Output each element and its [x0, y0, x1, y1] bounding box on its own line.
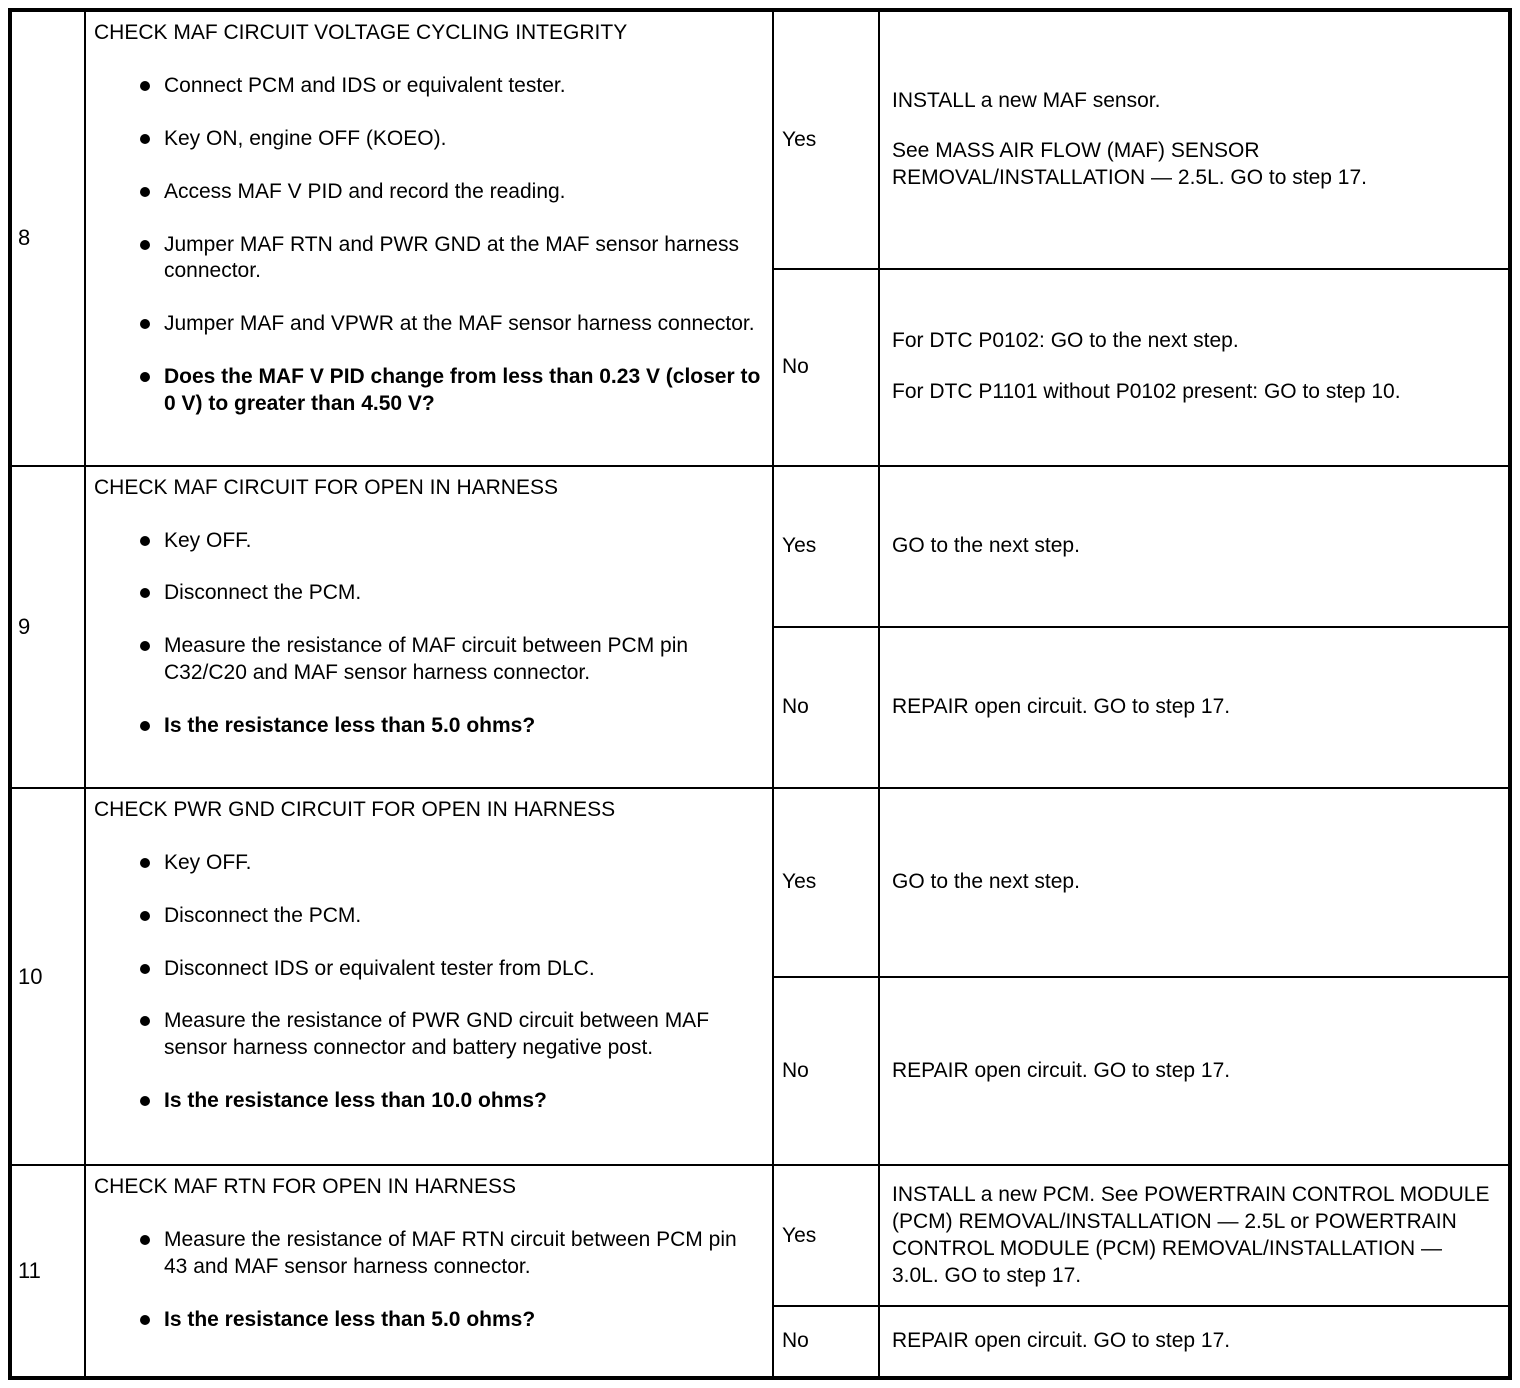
yes-action-cell	[880, 12, 1508, 268]
step-title: CHECK MAF CIRCUIT FOR OPEN IN HARNESS	[94, 475, 558, 499]
bullet-icon	[140, 240, 150, 250]
bullet-text: Jumper MAF RTN and PWR GND at the MAF sensor harness connector.	[164, 232, 739, 283]
table-row	[12, 465, 1508, 787]
yes-row	[774, 12, 1508, 268]
bullet-icon	[140, 1016, 150, 1026]
bullet-icon	[140, 187, 150, 197]
no-label: No	[782, 355, 809, 379]
no-row	[774, 626, 1508, 787]
yes-cell	[774, 12, 880, 268]
step-number-cell	[12, 467, 86, 787]
yes-label: Yes	[782, 870, 817, 894]
bullet-icon	[140, 134, 150, 144]
step-number: 8	[18, 225, 31, 251]
no-action-cell	[880, 628, 1508, 787]
question-text: Is the resistance less than 5.0 ohms?	[164, 1308, 536, 1332]
action-text: REPAIR open circuit. GO to step 17.	[892, 694, 1231, 718]
bullet-icon	[140, 319, 150, 329]
yes-label: Yes	[782, 1223, 817, 1247]
no-action-cell	[880, 270, 1508, 465]
bullet-icon	[140, 372, 150, 382]
bullet-icon	[140, 721, 150, 731]
bullet-text: Disconnect the PCM.	[164, 581, 362, 605]
action-text: REPAIR open circuit. GO to step 17.	[892, 1328, 1231, 1352]
question-item	[140, 364, 762, 418]
no-row	[774, 976, 1508, 1165]
list-item	[140, 126, 762, 153]
question-item	[140, 1307, 762, 1334]
yes-cell	[774, 789, 880, 976]
bullet-text: Key ON, engine OFF (KOEO).	[164, 126, 447, 150]
yes-label: Yes	[782, 534, 817, 558]
bullet-icon	[140, 588, 150, 598]
list-item	[140, 232, 762, 286]
yes-cell	[774, 1166, 880, 1304]
list-item	[140, 179, 762, 206]
list-item	[140, 580, 762, 607]
step-title: CHECK PWR GND CIRCUIT FOR OPEN IN HARNESS	[94, 797, 616, 821]
step-description-cell	[86, 467, 774, 787]
list-item	[140, 73, 762, 100]
step-description-cell	[86, 789, 774, 1165]
bullet-icon	[140, 536, 150, 546]
bullet-icon	[140, 911, 150, 921]
action-text: See MASS AIR FLOW (MAF) SENSOR REMOVAL/INSTALLATION — 2.5L. GO to step 17.	[892, 139, 1368, 190]
question-text: Is the resistance less than 10.0 ohms?	[164, 1089, 547, 1113]
no-label: No	[782, 1059, 809, 1083]
no-cell	[774, 1307, 880, 1376]
question-item	[140, 1088, 762, 1115]
action-text: GO to the next step.	[892, 869, 1080, 893]
bullet-icon	[140, 1315, 150, 1325]
list-item	[140, 311, 762, 338]
pinpoint-test-table	[8, 8, 1512, 1380]
bullet-icon	[140, 858, 150, 868]
table-row	[12, 787, 1508, 1165]
list-item	[140, 633, 762, 687]
result-column	[774, 12, 1508, 465]
no-row	[774, 268, 1508, 465]
result-column	[774, 789, 1508, 1165]
step-number-cell	[12, 1166, 86, 1376]
question-text: Is the resistance less than 5.0 ohms?	[164, 714, 536, 738]
bullet-icon	[140, 81, 150, 91]
bullet-text: Disconnect the PCM.	[164, 903, 362, 927]
result-column	[774, 467, 1508, 787]
step-number-cell	[12, 789, 86, 1165]
no-action-cell	[880, 978, 1508, 1165]
list-item	[140, 850, 762, 877]
step-number: 11	[18, 1258, 41, 1284]
bullet-text: Measure the resistance of MAF RTN circuit between PCM pin 43 and MAF sensor harness connector.	[164, 1228, 737, 1279]
yes-row	[774, 789, 1508, 976]
yes-row	[774, 1166, 1508, 1304]
bullet-text: Measure the resistance of MAF circuit between PCM pin C32/C20 and MAF sensor harness connector.	[164, 634, 689, 685]
yes-action-cell	[880, 467, 1508, 626]
list-item	[140, 956, 762, 983]
yes-row	[774, 467, 1508, 626]
bullet-text: Key OFF.	[164, 850, 252, 874]
no-label: No	[782, 695, 809, 719]
table-row	[12, 12, 1508, 465]
no-cell	[774, 628, 880, 787]
action-text: For DTC P0102: GO to the next step.	[892, 329, 1239, 353]
no-cell	[774, 978, 880, 1165]
bullet-text: Jumper MAF and VPWR at the MAF sensor harness connector.	[164, 312, 755, 336]
yes-action-cell	[880, 1166, 1508, 1304]
yes-action-cell	[880, 789, 1508, 976]
question-item	[140, 713, 762, 740]
step-number: 10	[18, 963, 43, 989]
bullet-icon	[140, 641, 150, 651]
action-text: REPAIR open circuit. GO to step 17.	[892, 1058, 1231, 1082]
bullet-text: Disconnect IDS or equivalent tester from DLC.	[164, 956, 595, 980]
step-title: CHECK MAF RTN FOR OPEN IN HARNESS	[94, 1175, 516, 1199]
list-item	[140, 528, 762, 555]
no-cell	[774, 270, 880, 465]
step-description-cell	[86, 1166, 774, 1376]
step-description-cell	[86, 12, 774, 465]
step-number-cell	[12, 12, 86, 465]
action-text: INSTALL a new PCM. See POWERTRAIN CONTROL MODULE (PCM) REMOVAL/INSTALLATION — 2.5L or POWERTRAIN CONTROL MODULE (PCM) REMOVAL/INSTALLATION — 3.0L. GO to step 17.	[892, 1182, 1490, 1287]
result-column	[774, 1166, 1508, 1376]
no-row	[774, 1305, 1508, 1376]
bullet-text: Connect PCM and IDS or equivalent tester.	[164, 73, 566, 97]
question-text: Does the MAF V PID change from less than 0.23 V (closer to 0 V) to greater than 4.50 V?	[164, 365, 761, 415]
action-text: INSTALL a new MAF sensor.	[892, 88, 1161, 112]
bullet-icon	[140, 1096, 150, 1106]
table-row	[12, 1164, 1508, 1376]
bullet-text: Key OFF.	[164, 528, 252, 552]
list-item	[140, 1008, 762, 1062]
step-title: CHECK MAF CIRCUIT VOLTAGE CYCLING INTEGRITY	[94, 21, 628, 44]
yes-label: Yes	[782, 127, 817, 151]
no-label: No	[782, 1329, 809, 1353]
bullet-text: Access MAF V PID and record the reading.	[164, 179, 566, 203]
action-text: GO to the next step.	[892, 533, 1080, 557]
bullet-icon	[140, 964, 150, 974]
list-item	[140, 903, 762, 930]
action-text: For DTC P1101 without P0102 present: GO to step 10.	[892, 380, 1401, 404]
list-item	[140, 1227, 762, 1281]
bullet-icon	[140, 1235, 150, 1245]
yes-cell	[774, 467, 880, 626]
step-number: 9	[18, 613, 31, 639]
bullet-text: Measure the resistance of PWR GND circuit between MAF sensor harness connector and battery negative post.	[164, 1009, 710, 1060]
no-action-cell	[880, 1307, 1508, 1376]
